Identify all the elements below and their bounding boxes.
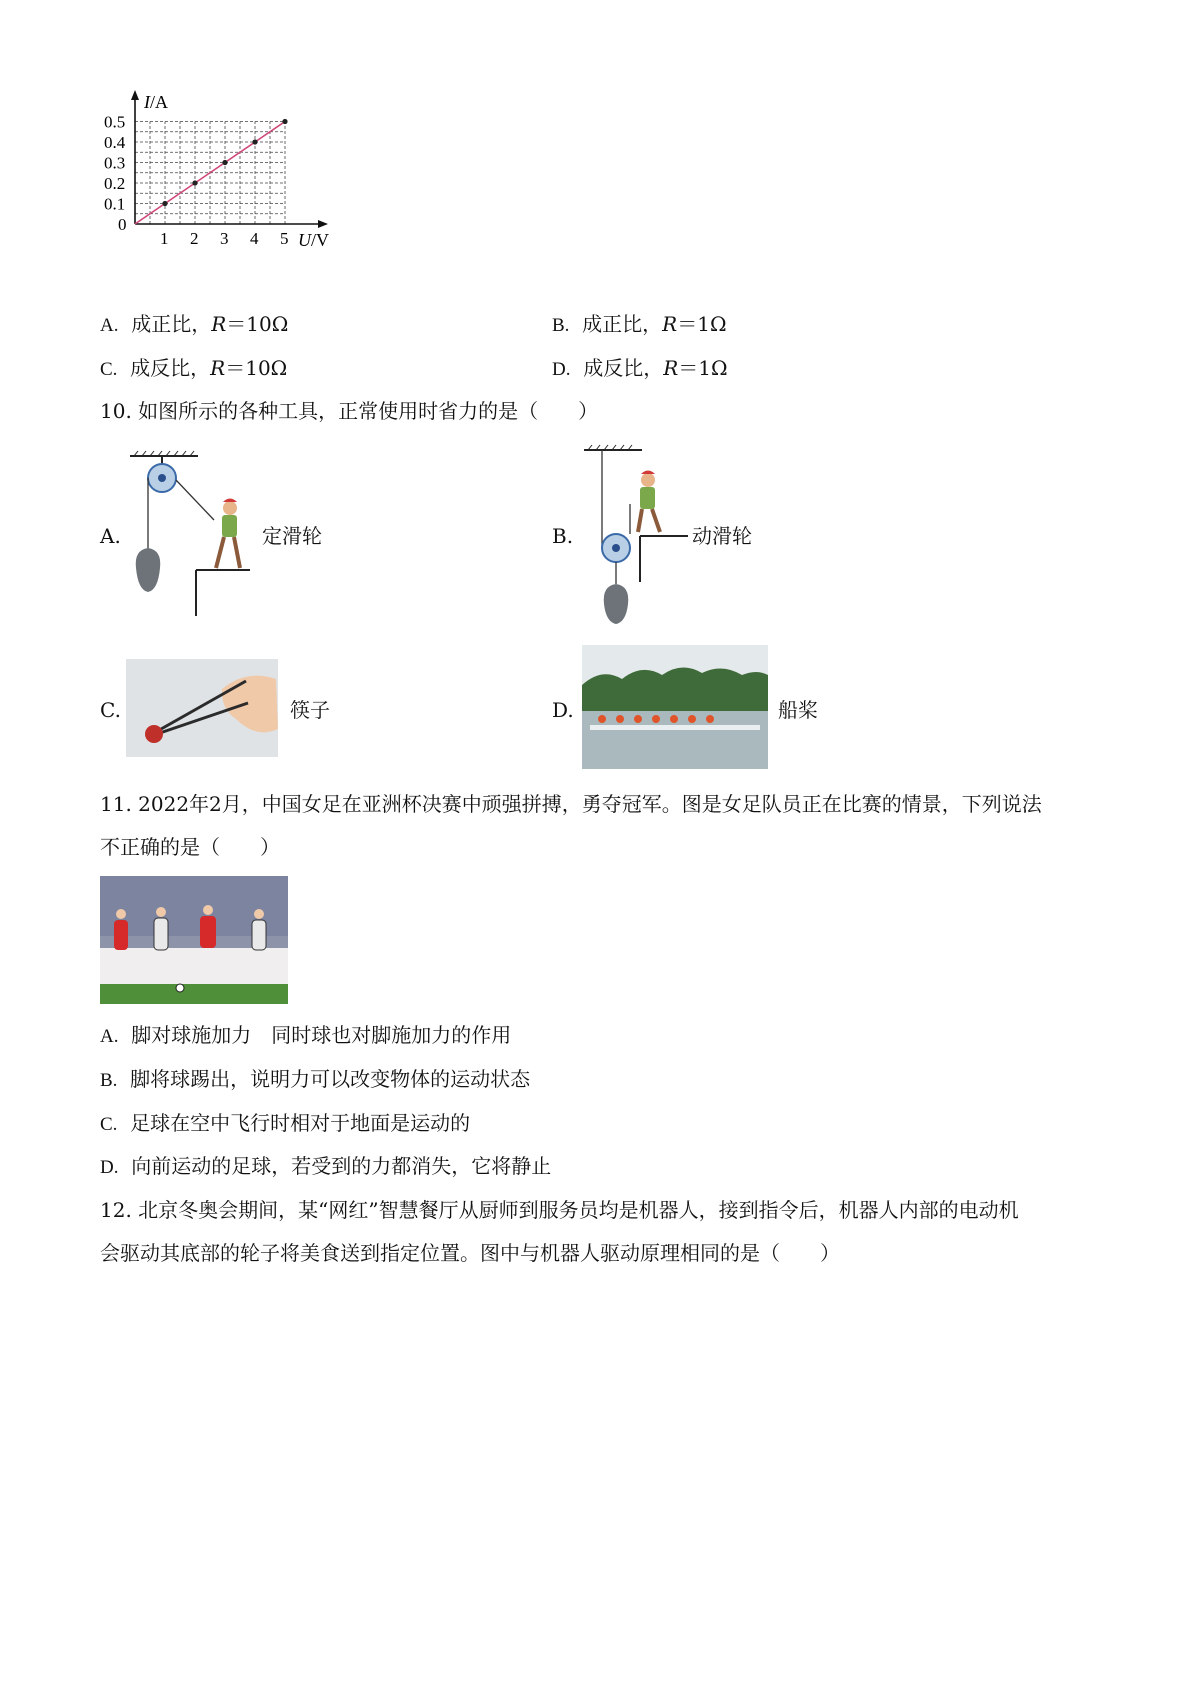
football-match-photo xyxy=(100,876,288,1004)
q10-option-d-letter: D. xyxy=(552,698,574,722)
q11-option-b: B. 脚将球踢出，说明力可以改变物体的运动状态 xyxy=(100,1067,531,1091)
x-tick-label: 2 xyxy=(190,229,199,248)
y-tick-label: 0.2 xyxy=(104,174,126,193)
q10-stem: 10. 如图所示的各种工具，正常使用时省力的是（ ） xyxy=(100,399,599,423)
chopsticks-photo xyxy=(126,659,278,757)
q10-option-a-letter: A. xyxy=(100,524,121,548)
q9-option-a: A. 成正比，R＝10Ω xyxy=(100,312,289,336)
graph-ticks xyxy=(104,113,289,249)
y-tick-label: 0.5 xyxy=(104,112,126,132)
x-tick-label: 5 xyxy=(280,229,289,248)
q9-option-c: C. 成反比，R＝10Ω xyxy=(100,356,288,380)
q11-stem-line1: 11. 2022年2月，中国女足在亚洲杯决赛中顽强拼搏，勇夺冠军。图是女足队员正在比赛的情景，下列说法 xyxy=(100,792,1042,816)
current-voltage-graph xyxy=(100,88,360,268)
data-point xyxy=(162,201,167,206)
y-tick-label: 0.1 xyxy=(104,194,126,214)
q10-option-a-caption: 定滑轮 xyxy=(262,524,322,548)
x-tick-label: 3 xyxy=(220,229,229,248)
q10-option-b-caption: 动滑轮 xyxy=(692,524,752,548)
movable-pulley-illustration xyxy=(580,444,690,626)
q12-stem-line1: 12. 北京冬奥会期间，某“网红”智慧餐厅从厨师到服务员均是机器人，接到指令后，机器人内部的电动机 xyxy=(100,1198,1019,1222)
q9-option-b: B. 成正比，R＝1Ω xyxy=(552,312,727,336)
x-tick-label: 4 xyxy=(250,229,259,248)
q11-stem-line2: 不正确的是（ ） xyxy=(100,835,280,859)
q10-option-d-caption: 船桨 xyxy=(778,698,818,722)
data-point xyxy=(252,139,257,144)
origin-label: 0 xyxy=(118,215,127,234)
q10-option-c-caption: 筷子 xyxy=(290,698,330,722)
q12-stem-line2: 会驱动其底部的轮子将美食送到指定位置。图中与机器人驱动原理相同的是（ ） xyxy=(100,1241,840,1265)
y-axis-arrow xyxy=(131,90,139,100)
q11-option-d: D. 向前运动的足球，若受到的力都消失，它将静止 xyxy=(100,1154,552,1178)
q9-option-d: D. 成反比，R＝1Ω xyxy=(552,356,728,380)
x-tick-label: 1 xyxy=(160,229,169,248)
q10-option-c-letter: C. xyxy=(100,698,121,722)
y-axis-label: I/A xyxy=(144,92,168,112)
rowing-boat-photo xyxy=(582,645,768,769)
y-tick-label: 0.3 xyxy=(104,153,126,173)
data-point xyxy=(282,119,287,124)
y-tick-label: 0.4 xyxy=(104,133,126,152)
q11-option-a: A. 脚对球施加力 同时球也对脚施加力的作用 xyxy=(100,1023,512,1047)
x-axis-label: U/V xyxy=(298,230,329,250)
x-axis-arrow xyxy=(318,220,328,228)
data-point xyxy=(192,180,197,185)
q10-option-b-letter: B. xyxy=(552,524,574,548)
q11-option-c: C. 足球在空中飞行时相对于地面是运动的 xyxy=(100,1111,471,1135)
data-point xyxy=(222,160,227,165)
fixed-pulley-illustration xyxy=(128,450,258,620)
